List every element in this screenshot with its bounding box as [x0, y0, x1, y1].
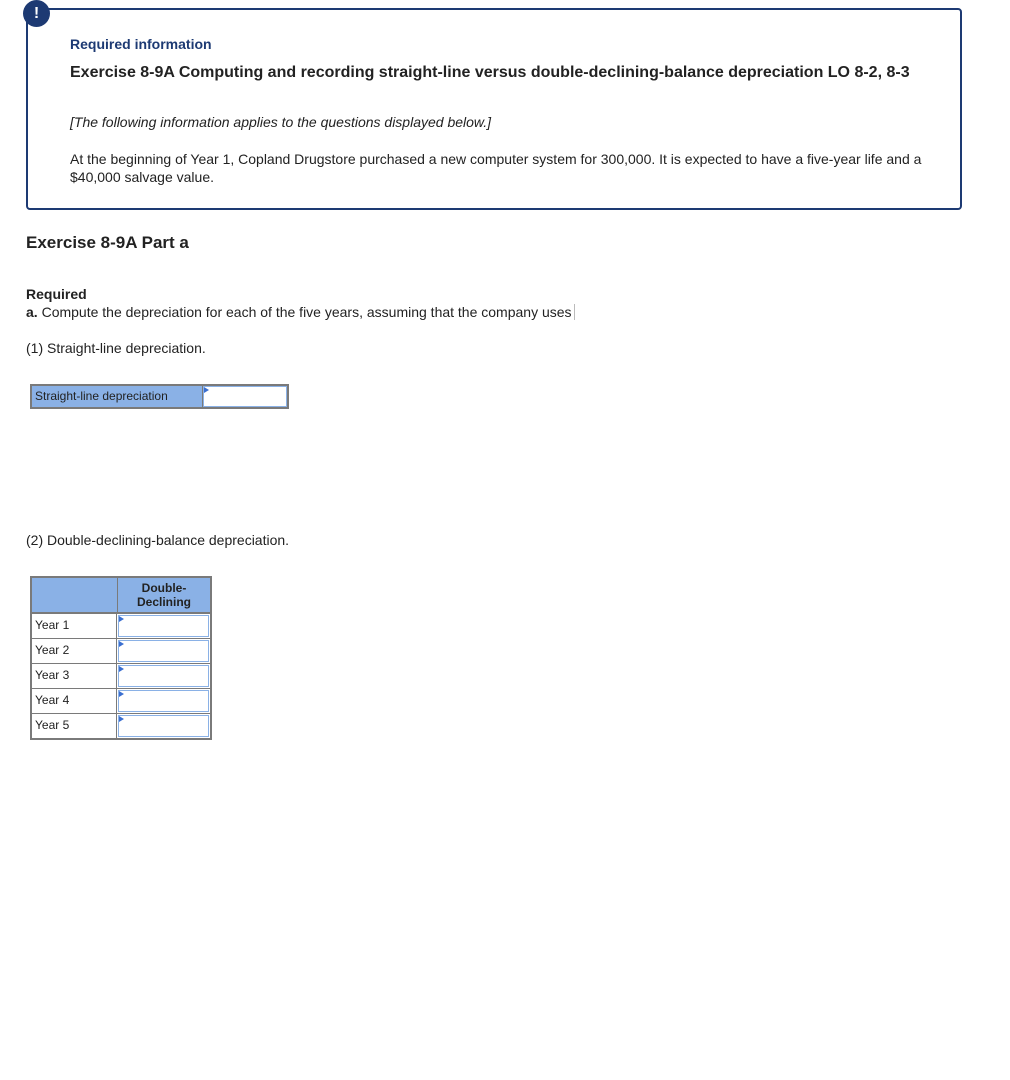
input-flag-icon: [119, 641, 124, 647]
input-flag-icon: [119, 616, 124, 622]
ddb-table: [30, 576, 212, 740]
ddb-year4-input[interactable]: [119, 691, 208, 711]
ddb-input-cell: [118, 665, 209, 687]
part-title: Exercise 8-9A Part a: [26, 233, 189, 252]
input-flag-icon: [204, 387, 209, 393]
ddb-subheading: (2) Double-declining-balance depreciation.: [26, 532, 290, 548]
ddb-year3-input[interactable]: [119, 666, 208, 686]
ddb-year2-input[interactable]: [119, 641, 208, 661]
year-label: Year 4: [32, 689, 117, 713]
text-cursor: [574, 304, 575, 320]
table-row: [32, 613, 210, 638]
exercise-title: Exercise 8-9A Computing and recording straight-line versus double-declining-balance depreciation LO 8-2, 8-3: [70, 64, 910, 81]
straight-line-table: [30, 384, 289, 409]
required-label: Required: [26, 286, 87, 302]
ddb-year5-input[interactable]: [119, 716, 208, 736]
table-row: [32, 688, 210, 713]
input-flag-icon: [119, 691, 124, 697]
straight-line-subheading: (1) Straight-line depreciation.: [26, 340, 206, 356]
alert-icon: !: [23, 0, 50, 27]
input-flag-icon: [119, 716, 124, 722]
ddb-header-blank: [32, 578, 118, 612]
ddb-column-header: Double-Declining: [136, 581, 191, 609]
ddb-header-row: [32, 578, 210, 613]
ddb-input-cell: [118, 640, 209, 662]
year-label: Year 2: [32, 639, 117, 663]
ddb-input-cell: [118, 615, 209, 637]
info-note: [The following information applies to the questions displayed below.]: [70, 114, 492, 130]
ddb-year1-input[interactable]: [119, 616, 208, 636]
required-information-heading: Required information: [70, 36, 212, 52]
scenario-text: At the beginning of Year 1, Copland Drugstore purchased a new computer system for 300,000. It is expected to have a five-year life and a $40,000 salvage value.: [70, 151, 922, 185]
ddb-input-cell: [118, 690, 209, 712]
year-label: Year 1: [32, 614, 117, 638]
straight-line-input-cell: [203, 386, 287, 407]
ddb-input-cell: [118, 715, 209, 737]
question-a: [26, 304, 575, 320]
year-label: Year 3: [32, 664, 117, 688]
input-flag-icon: [119, 666, 124, 672]
question-text: Compute the depreciation for each of the five years, assuming that the company uses: [37, 304, 572, 320]
table-row: [32, 638, 210, 663]
year-label: Year 5: [32, 714, 117, 738]
table-row: [32, 713, 210, 738]
straight-line-input[interactable]: [204, 387, 286, 406]
straight-line-label: Straight-line depreciation: [32, 386, 203, 407]
question-prefix: a.: [26, 304, 38, 320]
table-row: [32, 663, 210, 688]
